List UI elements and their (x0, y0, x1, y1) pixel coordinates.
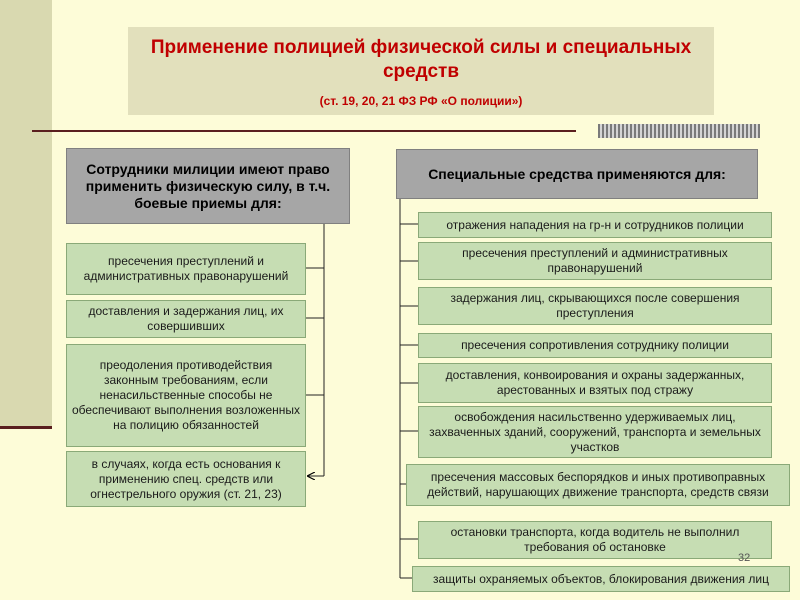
right-item: доставления, конвоирования и охраны задержанных, арестованных и взятых под стражу (418, 363, 772, 403)
right-item: пресечения преступлений и административных правонарушений (418, 242, 772, 280)
page-number: 32 (738, 552, 751, 564)
left-item: преодоления противодействия законным требованиям, если ненасильственные способы не обеспечивают выполнения возложенных на полицию обязанностей (66, 344, 306, 447)
left-item: в случаях, когда есть основания к применению спец. средств или огнестрельного оружия (ст. 21, 23) (66, 451, 306, 507)
right-item: отражения нападения на гр-н и сотрудников полиции (418, 212, 772, 238)
left-item: пресечения преступлений и административных правонарушений (66, 243, 306, 295)
right-item: остановки транспорта, когда водитель не выполнил требования об остановке (418, 521, 772, 559)
title-subtitle: (ст. 19, 20, 21 ФЗ РФ «О полиции») (319, 94, 523, 108)
left-item: доставления и задержания лиц, их совершивших (66, 300, 306, 338)
right-item: пресечения сопротивления сотруднику полиции (418, 333, 772, 358)
right-item: задержания лиц, скрывающихся после совершения преступления (418, 287, 772, 325)
right-header-box: Специальные средства применяются для: (396, 149, 758, 199)
right-item: пресечения массовых беспорядков и иных противоправных действий, нарушающих движение транспорта, средств связи (406, 464, 790, 506)
title-main: Применение полицией физической силы и специальных средств (150, 37, 692, 82)
right-item: защиты охраняемых объектов, блокирования движения лиц (412, 566, 790, 592)
right-item: освобождения насильственно удерживаемых лиц, захваченных зданий, сооружений, транспорта и земельных участков (418, 406, 772, 458)
left-header-box: Сотрудники милиции имеют право применить физическую силу, в т.ч. боевые приемы для: (66, 148, 350, 224)
